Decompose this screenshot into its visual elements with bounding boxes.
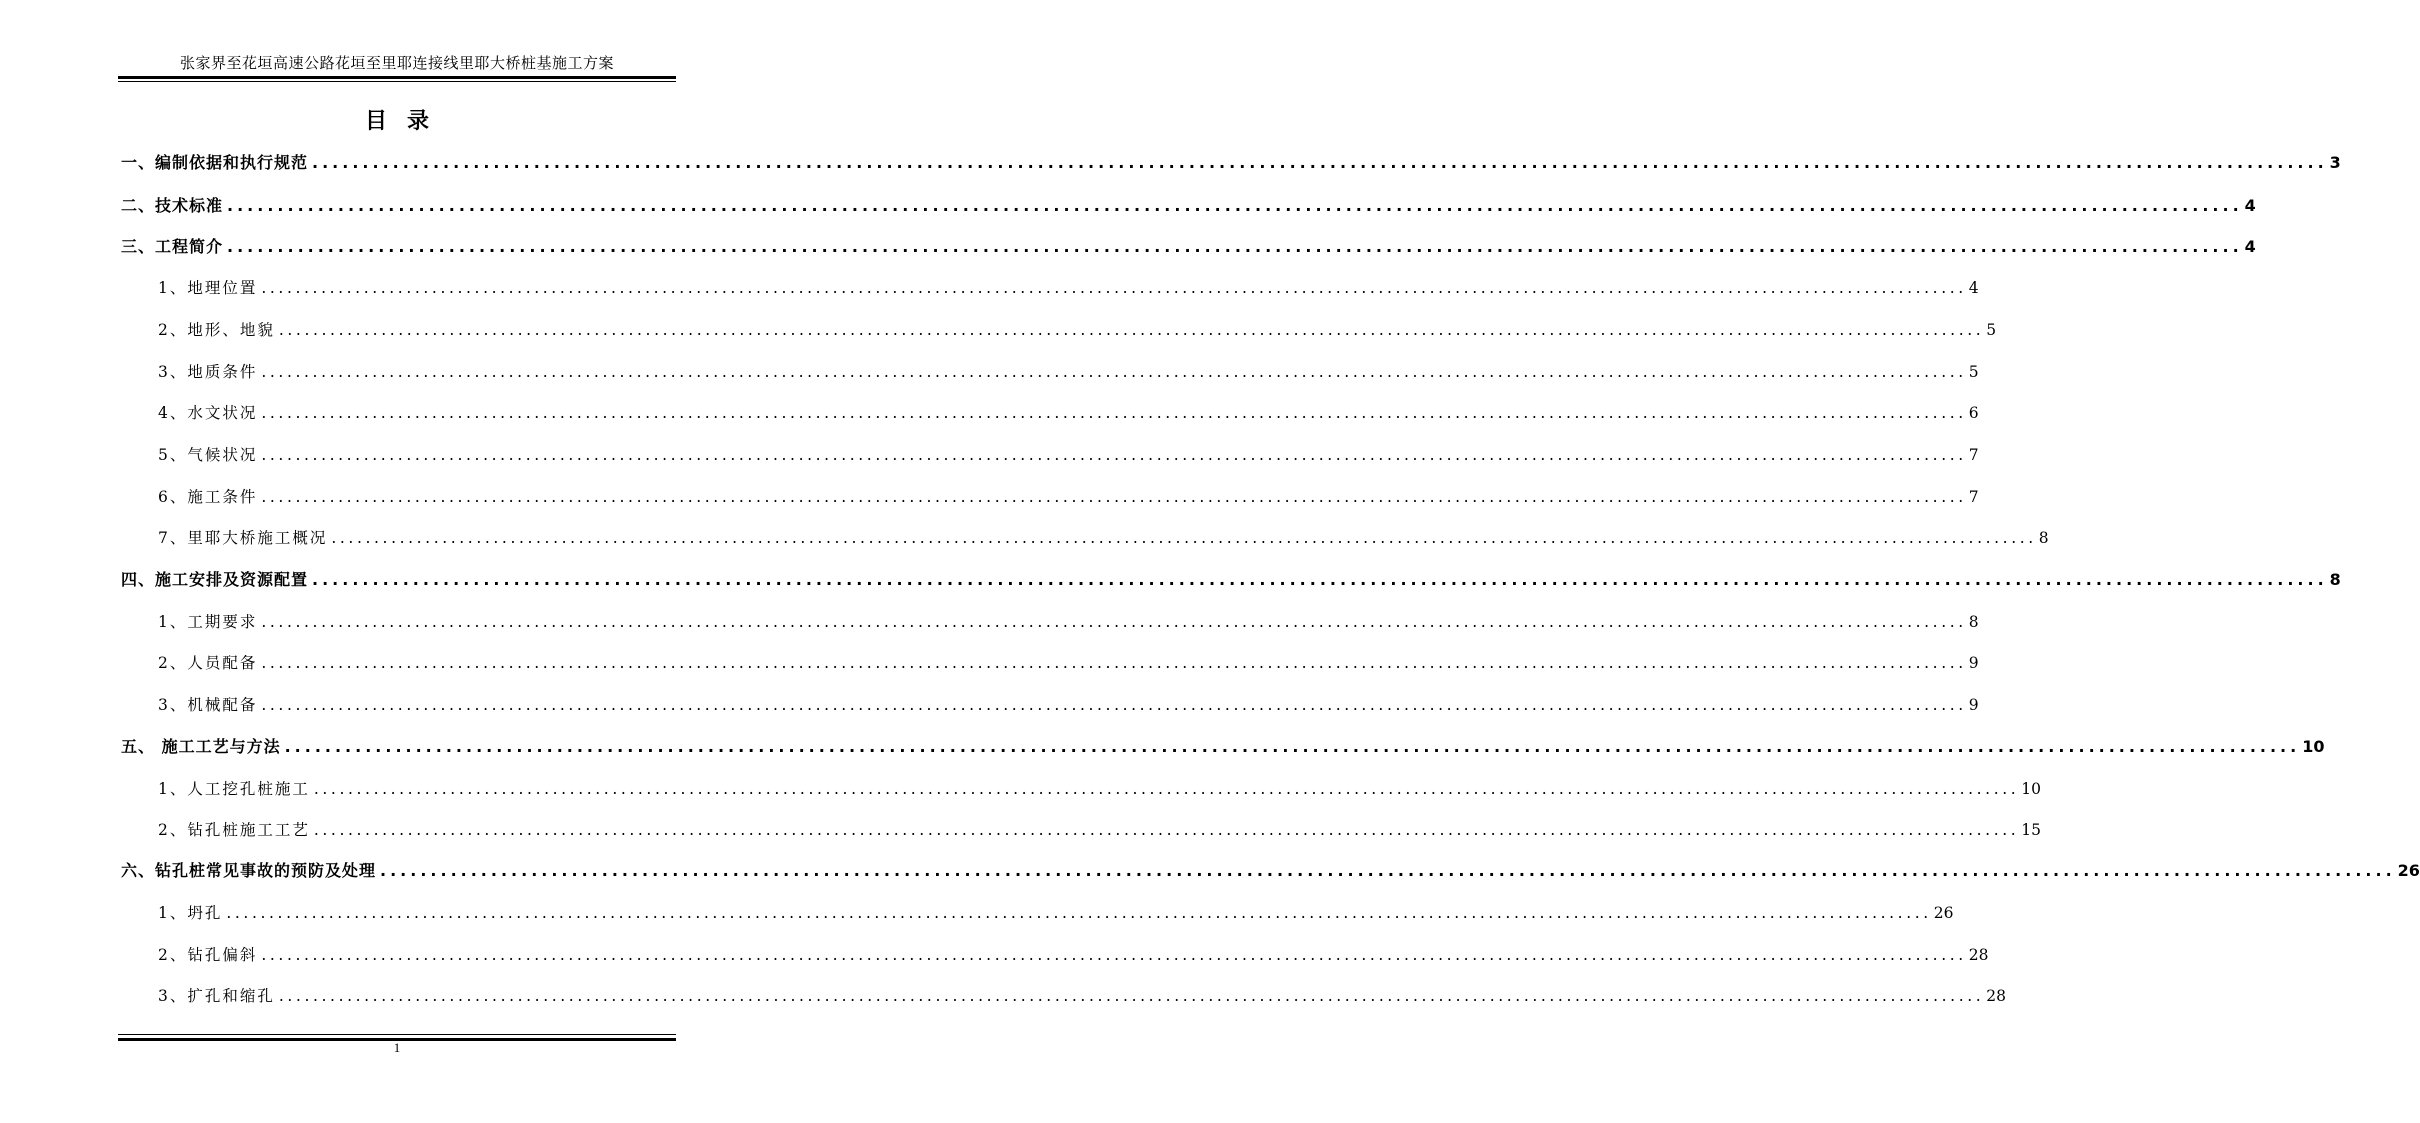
toc-dot-leader: ........................................................................................................................................................................................................ [261,279,1967,297]
toc-entry-page: 28 [1968,946,1989,964]
toc-entry-page: 28 [1986,987,2007,1005]
toc-entry-page: 7 [1968,446,1979,464]
toc-entry[interactable] [158,361,1979,383]
toc-entry-label: 7、里耶大桥施工概况 [158,529,328,547]
toc-title-part1: 目 [364,109,387,134]
toc-dot-leader: ........................................................................................................................................................................................................ [380,861,2396,880]
toc-entry[interactable] [121,195,2256,217]
toc-dot-leader: ........................................................................................................................................................................................................ [261,696,1967,714]
toc-entry-label: 1、人工挖孔桩施工 [158,780,310,798]
toc-entry-page: 6 [1968,404,1979,422]
toc-dot-leader: ........................................................................................................................................................................................................ [227,196,2243,215]
toc-entry-label: 四、施工安排及资源配置 [121,570,309,589]
toc-dot-leader: ........................................................................................................................................................................................................ [278,987,1985,1005]
toc-entry[interactable] [121,152,2341,174]
toc-entry-page: 9 [1968,654,1979,672]
toc-dot-leader: ........................................................................................................................................................................................................ [261,654,1967,672]
toc-entry-page: 7 [1968,488,1979,506]
toc-entry[interactable] [158,652,1979,674]
toc-entry[interactable] [158,778,2042,800]
toc-dot-leader: ........................................................................................................................................................................................................ [261,613,1967,631]
toc-entry-page: 4 [2244,196,2256,215]
toc-entry-label: 3、扩孔和缩孔 [158,987,275,1005]
toc-entry[interactable] [121,236,2256,258]
toc-entry-label: 二、技术标准 [121,196,224,215]
toc-entry[interactable] [158,694,1979,716]
toc-dot-leader: ........................................................................................................................................................................................................ [312,570,2328,589]
toc-entry[interactable] [158,611,1979,633]
toc-entry-page: 26 [1933,904,1954,922]
page-number: 1 [393,1040,401,1055]
toc-dot-leader: ........................................................................................................................................................................................................ [312,153,2328,172]
toc-entry[interactable] [121,569,2341,591]
toc-dot-leader: ........................................................................................................................................................................................................ [261,946,1967,964]
toc-dot-leader: ........................................................................................................................................................................................................ [313,780,2020,798]
running-header: 张家界至花垣高速公路花垣至里耶连接线里耶大桥桩基施工方案 [179,54,614,72]
toc-entry-label: 三、工程简介 [121,237,224,256]
toc-entry[interactable] [158,902,1954,924]
toc-title-part2: 录 [407,109,430,134]
toc-entry-label: 五、 施工工艺与方法 [121,737,281,756]
toc-entry-label: 1、地理位置 [158,279,258,297]
toc-dot-leader: ........................................................................................................................................................................................................ [227,237,2243,256]
toc-entry[interactable] [158,819,2042,841]
toc-dot-leader: ........................................................................................................................................................................................................ [261,363,1967,381]
toc-dot-leader: ........................................................................................................................................................................................................ [331,529,2037,547]
toc-entry[interactable] [158,527,2049,549]
toc-entry-label: 4、水文状况 [158,404,258,422]
toc-entry[interactable] [121,860,2420,882]
toc-entry-page: 8 [2329,570,2341,589]
toc-entry-label: 5、气候状况 [158,446,258,464]
toc-entry-label: 3、地质条件 [158,363,258,381]
toc-entry-page: 4 [2244,237,2256,256]
toc-entry-label: 2、人员配备 [158,654,258,672]
toc-entry[interactable] [121,736,2325,758]
toc-entry[interactable] [158,944,1989,966]
toc-dot-leader: ........................................................................................................................................................................................................ [278,321,1985,339]
toc-dot-leader: ........................................................................................................................................................................................................ [261,446,1967,464]
toc-entry-page: 26 [2397,861,2420,880]
toc-entry-label: 2、钻孔偏斜 [158,946,258,964]
toc-entry-page: 10 [2302,737,2325,756]
toc-entry-page: 10 [2021,780,2042,798]
footer-rule-thin [118,1034,676,1035]
toc-entry[interactable] [158,985,2007,1007]
toc-entry-page: 5 [1968,363,1979,381]
toc-dot-leader: ........................................................................................................................................................................................................ [284,737,2301,756]
toc-entry[interactable] [158,486,1979,508]
toc-entry-page: 8 [1968,613,1979,631]
toc-entry-label: 2、地形、地貌 [158,321,275,339]
toc-entry-page: 5 [1986,321,1997,339]
toc-dot-leader: ........................................................................................................................................................................................................ [261,404,1967,422]
toc-entry-label: 一、编制依据和执行规范 [121,153,309,172]
toc-entry-page: 8 [2038,529,2049,547]
toc-entry[interactable] [158,277,1979,299]
toc-dot-leader: ........................................................................................................................................................................................................ [261,488,1967,506]
toc-entry-page: 3 [2329,153,2341,172]
toc-entry-label: 6、施工条件 [158,488,258,506]
toc-entry[interactable] [158,444,1979,466]
toc-entry-label: 1、坍孔 [158,904,223,922]
toc-entry-label: 3、机械配备 [158,696,258,714]
toc-dot-leader: ........................................................................................................................................................................................................ [226,904,1932,922]
toc-entry-page: 15 [2021,821,2042,839]
toc-entry-page: 9 [1968,696,1979,714]
toc-entry-label: 1、工期要求 [158,613,258,631]
toc-entry[interactable] [158,319,1997,341]
toc-entry-label: 2、钻孔桩施工工艺 [158,821,310,839]
toc-entry[interactable] [158,402,1979,424]
toc-entry-label: 六、钻孔桩常见事故的预防及处理 [121,861,377,880]
toc-dot-leader: ........................................................................................................................................................................................................ [313,821,2020,839]
toc-entry-page: 4 [1968,279,1979,297]
